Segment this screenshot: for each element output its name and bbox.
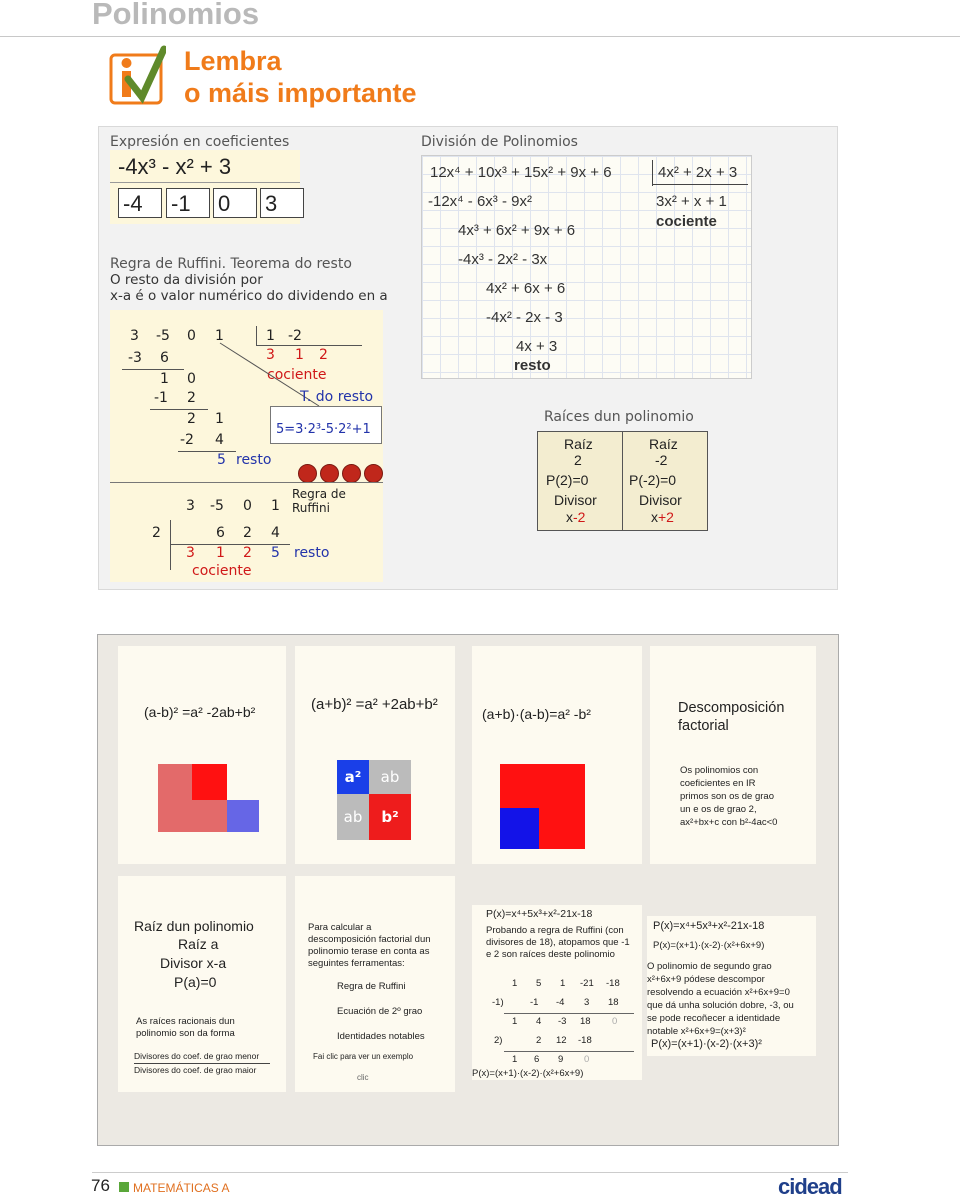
tile-text: notable x²+6x+9=(x+3)² [647,1026,746,1037]
table-cell: 6 [534,1054,540,1065]
ruffini-value: 0 [187,371,196,387]
root-divisor-label: Divisor [639,492,682,508]
table-cell: 2 [536,1035,542,1046]
ruffini-value: -5 [210,498,224,514]
tile-fraction-num: Divisores do coef. de grao menor [134,1051,260,1061]
info-icon [108,45,164,105]
root-value: 2 [574,452,582,468]
ruffini-cociente-label: cociente [267,367,327,383]
table-cell: -3 [558,1016,567,1027]
ruffini-quotient: 3 [266,347,275,363]
identity-formula: (a-b)² =a² -2ab+b² [144,704,256,720]
tile-text: resolvendo a ecuación x²+6x+9=0 [647,987,790,998]
table-cell: 1 [560,978,566,989]
table-cell: 5 [536,978,542,989]
division-step: 4x³ + 6x² + 9x + 6 [458,222,576,239]
root-divisor-value: -2 [573,509,586,525]
coef-box [110,150,300,224]
ruffini-value: 0 [243,498,252,514]
tile-text: coeficientes en IR [680,778,756,789]
ruffini-quotient: 2 [319,347,328,363]
ruffini-resto-label: resto [294,545,330,561]
table-cell: -18 [606,978,620,989]
root-card-left [537,431,623,531]
tile-text: polinomio terase en conta as [308,946,430,957]
coef-cell: -1 [166,188,210,218]
tile-sum-by-difference[interactable] [472,646,642,864]
root-divisor-label: Divisor [554,492,597,508]
tile-text: P(a)=0 [174,974,217,990]
ruffini-value: 1 [215,328,224,344]
ruffini-formula: 5=3·2³-5·2²+1 [276,422,371,437]
lembra-title: Lembra [184,46,282,76]
tool-item[interactable]: Regra de Ruffini [337,981,406,992]
tool-item[interactable]: Ecuación de 2º grao [337,1006,423,1017]
table-cell: 1 [512,1016,518,1027]
ruffini-value: 4 [215,432,224,448]
tile-text: seguintes ferramentas: [308,958,405,969]
ruffini-cociente-label: cociente [192,563,252,579]
ruffini-quotient: 3 [186,545,195,561]
tile-text: O polinomio de segundo grao [647,961,772,972]
tile-fraction-den: Divisores do coef. de grao maior [134,1065,257,1075]
tile-hint: Fai clic para ver un exemplo [313,1052,414,1061]
root-condition: P(2)=0 [546,472,589,488]
root-divisor-x: x [566,509,573,525]
tile-text: x²+6x+9 pódese descompor [647,974,765,985]
ruffini-remainder: 5 [217,452,226,468]
ruffini-divisor: 1 [266,328,275,344]
ruffini-rule-label: Regra de Ruffini [292,487,346,515]
lembra-subtitle: o máis importante [184,78,417,108]
ruffini-a: 2 [152,525,161,541]
tile-result: P(x)=(x+1)·(x-2)·(x²+6x+9) [472,1068,584,1079]
tile-square-difference[interactable] [118,646,286,864]
tile-ruffini-example[interactable] [472,905,642,1080]
rect-ab: ab [337,794,369,840]
coef-label: Expresión en coeficientes [110,134,290,150]
tile-text: se pode recoñecer a identidade [647,1013,781,1024]
division-step: -4x² - 2x - 3 [486,309,563,326]
ruffini-value: 6 [216,525,225,541]
table-cell: 2) [494,1035,503,1046]
ruffini-value: 4 [271,525,280,541]
roots-label: Raíces dun polinomio [544,409,694,425]
ruffini-text: O resto da división por [110,272,263,288]
ruffini-value: -3 [128,350,142,366]
table-cell: -1) [492,997,504,1008]
ruffini-text: x-a é o valor numérico do dividendo en a [110,288,388,304]
root-title: Raíz [649,436,678,452]
square-shape [227,800,259,832]
division-step: -12x⁴ - 6x³ - 9x² [428,193,532,210]
coef-cell: 3 [260,188,304,218]
clic-button[interactable]: clic [357,1073,369,1082]
coef-cell: 0 [213,188,257,218]
coef-cell: -4 [118,188,162,218]
tile-heading: P(x)=x⁴+5x³+x²-21x-18 [653,920,765,932]
ruffini-value: 3 [130,328,139,344]
tile-polynomial-root[interactable] [118,876,286,1092]
tile-text: divisores de 18), atopamos que -1 [486,937,630,948]
identity-formula: (a+b)·(a-b)=a² -b² [482,706,591,722]
ruffini-value: 6 [160,350,169,366]
table-cell: 18 [608,997,619,1008]
ruffini-quotient: 1 [295,347,304,363]
ruffini-quotient: 2 [243,545,252,561]
table-cell: -18 [578,1035,592,1046]
table-cell: 18 [580,1016,591,1027]
page-title: Polinomios [92,0,260,31]
square-shape [192,800,227,832]
ruffini-value: 0 [187,328,196,344]
tile-text: e 2 son raíces deste polinomio [486,949,615,960]
tile-text: Raíz a [178,936,219,952]
tile-result: P(x)=(x+1)·(x-2)·(x+3)² [651,1038,762,1050]
cidead-logo: cidead [778,1174,842,1199]
table-cell: 12 [556,1035,567,1046]
tile-tools[interactable] [295,876,455,1092]
tile-text: Os polinomios con [680,765,759,776]
subject-label: MATEMÁTICAS A [133,1181,230,1195]
ruffini-value: -5 [156,328,170,344]
ruffini-divisor: -2 [288,328,302,344]
ruffini-title: Regra de Ruffini. Teorema do resto [110,256,352,272]
division-quotient: 3x² + x + 1 [656,193,727,210]
root-condition: P(-2)=0 [629,472,677,488]
identity-formula: (a+b)² =a² +2ab+b² [311,696,438,713]
tile-subheading: P(x)=(x+1)·(x-2)·(x²+6x+9) [653,940,765,951]
division-step: 4x² + 6x + 6 [486,280,566,297]
table-cell: 3 [584,997,590,1008]
ruffini-value: 1 [160,371,169,387]
page-number: 76 [91,1176,110,1195]
header-divider [0,36,960,37]
bullet-icon [119,1182,129,1192]
footer-divider [92,1172,848,1173]
tile-text: un e os de grao 2, [680,804,757,815]
ruffini-value: 3 [186,498,195,514]
tile-square-sum[interactable] [295,646,455,864]
tile-text: descomposición factorial dun [308,934,431,945]
ruffini-remainder: 5 [271,545,280,561]
tile-heading: Raíz dun polinomio [134,918,254,934]
pause-button[interactable] [342,464,361,483]
tile-second-degree[interactable] [647,916,816,1056]
root-value: -2 [655,452,668,468]
table-cell: 1 [512,1054,518,1065]
square-shape [158,764,192,832]
ruffini-value: 2 [187,411,196,427]
ruffini-tresto-label: T. do resto [300,389,374,405]
table-cell: 0 [584,1054,590,1065]
tile-heading: P(x)=x⁴+5x³+x²-21x-18 [486,908,593,920]
table-cell: -4 [556,997,565,1008]
division-label: División de Polinomios [421,134,578,150]
ruffini-value: -1 [154,390,168,406]
ruffini-value: 1 [215,411,224,427]
table-cell: 1 [512,978,518,989]
ruffini-box [110,310,383,582]
root-title: Raíz [564,436,593,452]
division-divisor: 4x² + 2x + 3 [658,164,738,181]
prev-button[interactable] [320,464,339,483]
tile-heading: factorial [678,718,729,734]
square-a2: a² [337,760,369,794]
table-cell: -1 [530,997,539,1008]
division-step: -4x³ - 2x² - 3x [458,251,548,268]
table-cell: 0 [612,1016,618,1027]
ruffini-value: -2 [180,432,194,448]
division-remainder: 4x + 3 [516,338,558,355]
tile-factorization[interactable] [650,646,816,864]
ruffini-value: 2 [243,525,252,541]
tile-text: primos son os de grao [680,791,774,802]
tile-text: que dá unha solución dobre, -3, ou [647,1000,794,1011]
root-card-right [622,431,708,531]
tile-text: polinomio son da forma [136,1028,235,1039]
coef-expression: -4x³ - x² + 3 [118,154,232,179]
square-shape [192,764,227,800]
tile-text: As raíces racionais dun [136,1016,235,1027]
ruffini-resto-label: resto [236,452,272,468]
ruffini-value: 2 [187,390,196,406]
division-dividend: 12x⁴ + 10x³ + 15x² + 9x + 6 [430,164,612,181]
division-cociente-label: cociente [656,213,717,230]
root-divisor-x: x [651,509,658,525]
table-cell: -21 [580,978,594,989]
root-divisor-value: +2 [658,509,674,525]
tile-text: Probando a regra de Ruffini (con [486,925,624,936]
ruffini-value: 1 [271,498,280,514]
tool-item[interactable]: Identidades notables [337,1031,425,1042]
next-button[interactable] [364,464,383,483]
tile-text: ax²+bx+c con b²-4ac<0 [680,817,778,828]
rect-ab: ab [369,760,411,794]
tile-text: Divisor x-a [160,955,227,971]
tile-text: Para calcular a [308,922,372,933]
ruffini-quotient: 1 [216,545,225,561]
table-cell: 9 [558,1054,564,1065]
square-b2: b² [369,794,411,840]
division-box [421,155,752,379]
tile-heading: Descomposición [678,700,785,716]
table-cell: 4 [536,1016,542,1027]
division-resto-label: resto [514,357,551,374]
first-button[interactable] [298,464,317,483]
square-shape [500,808,539,849]
